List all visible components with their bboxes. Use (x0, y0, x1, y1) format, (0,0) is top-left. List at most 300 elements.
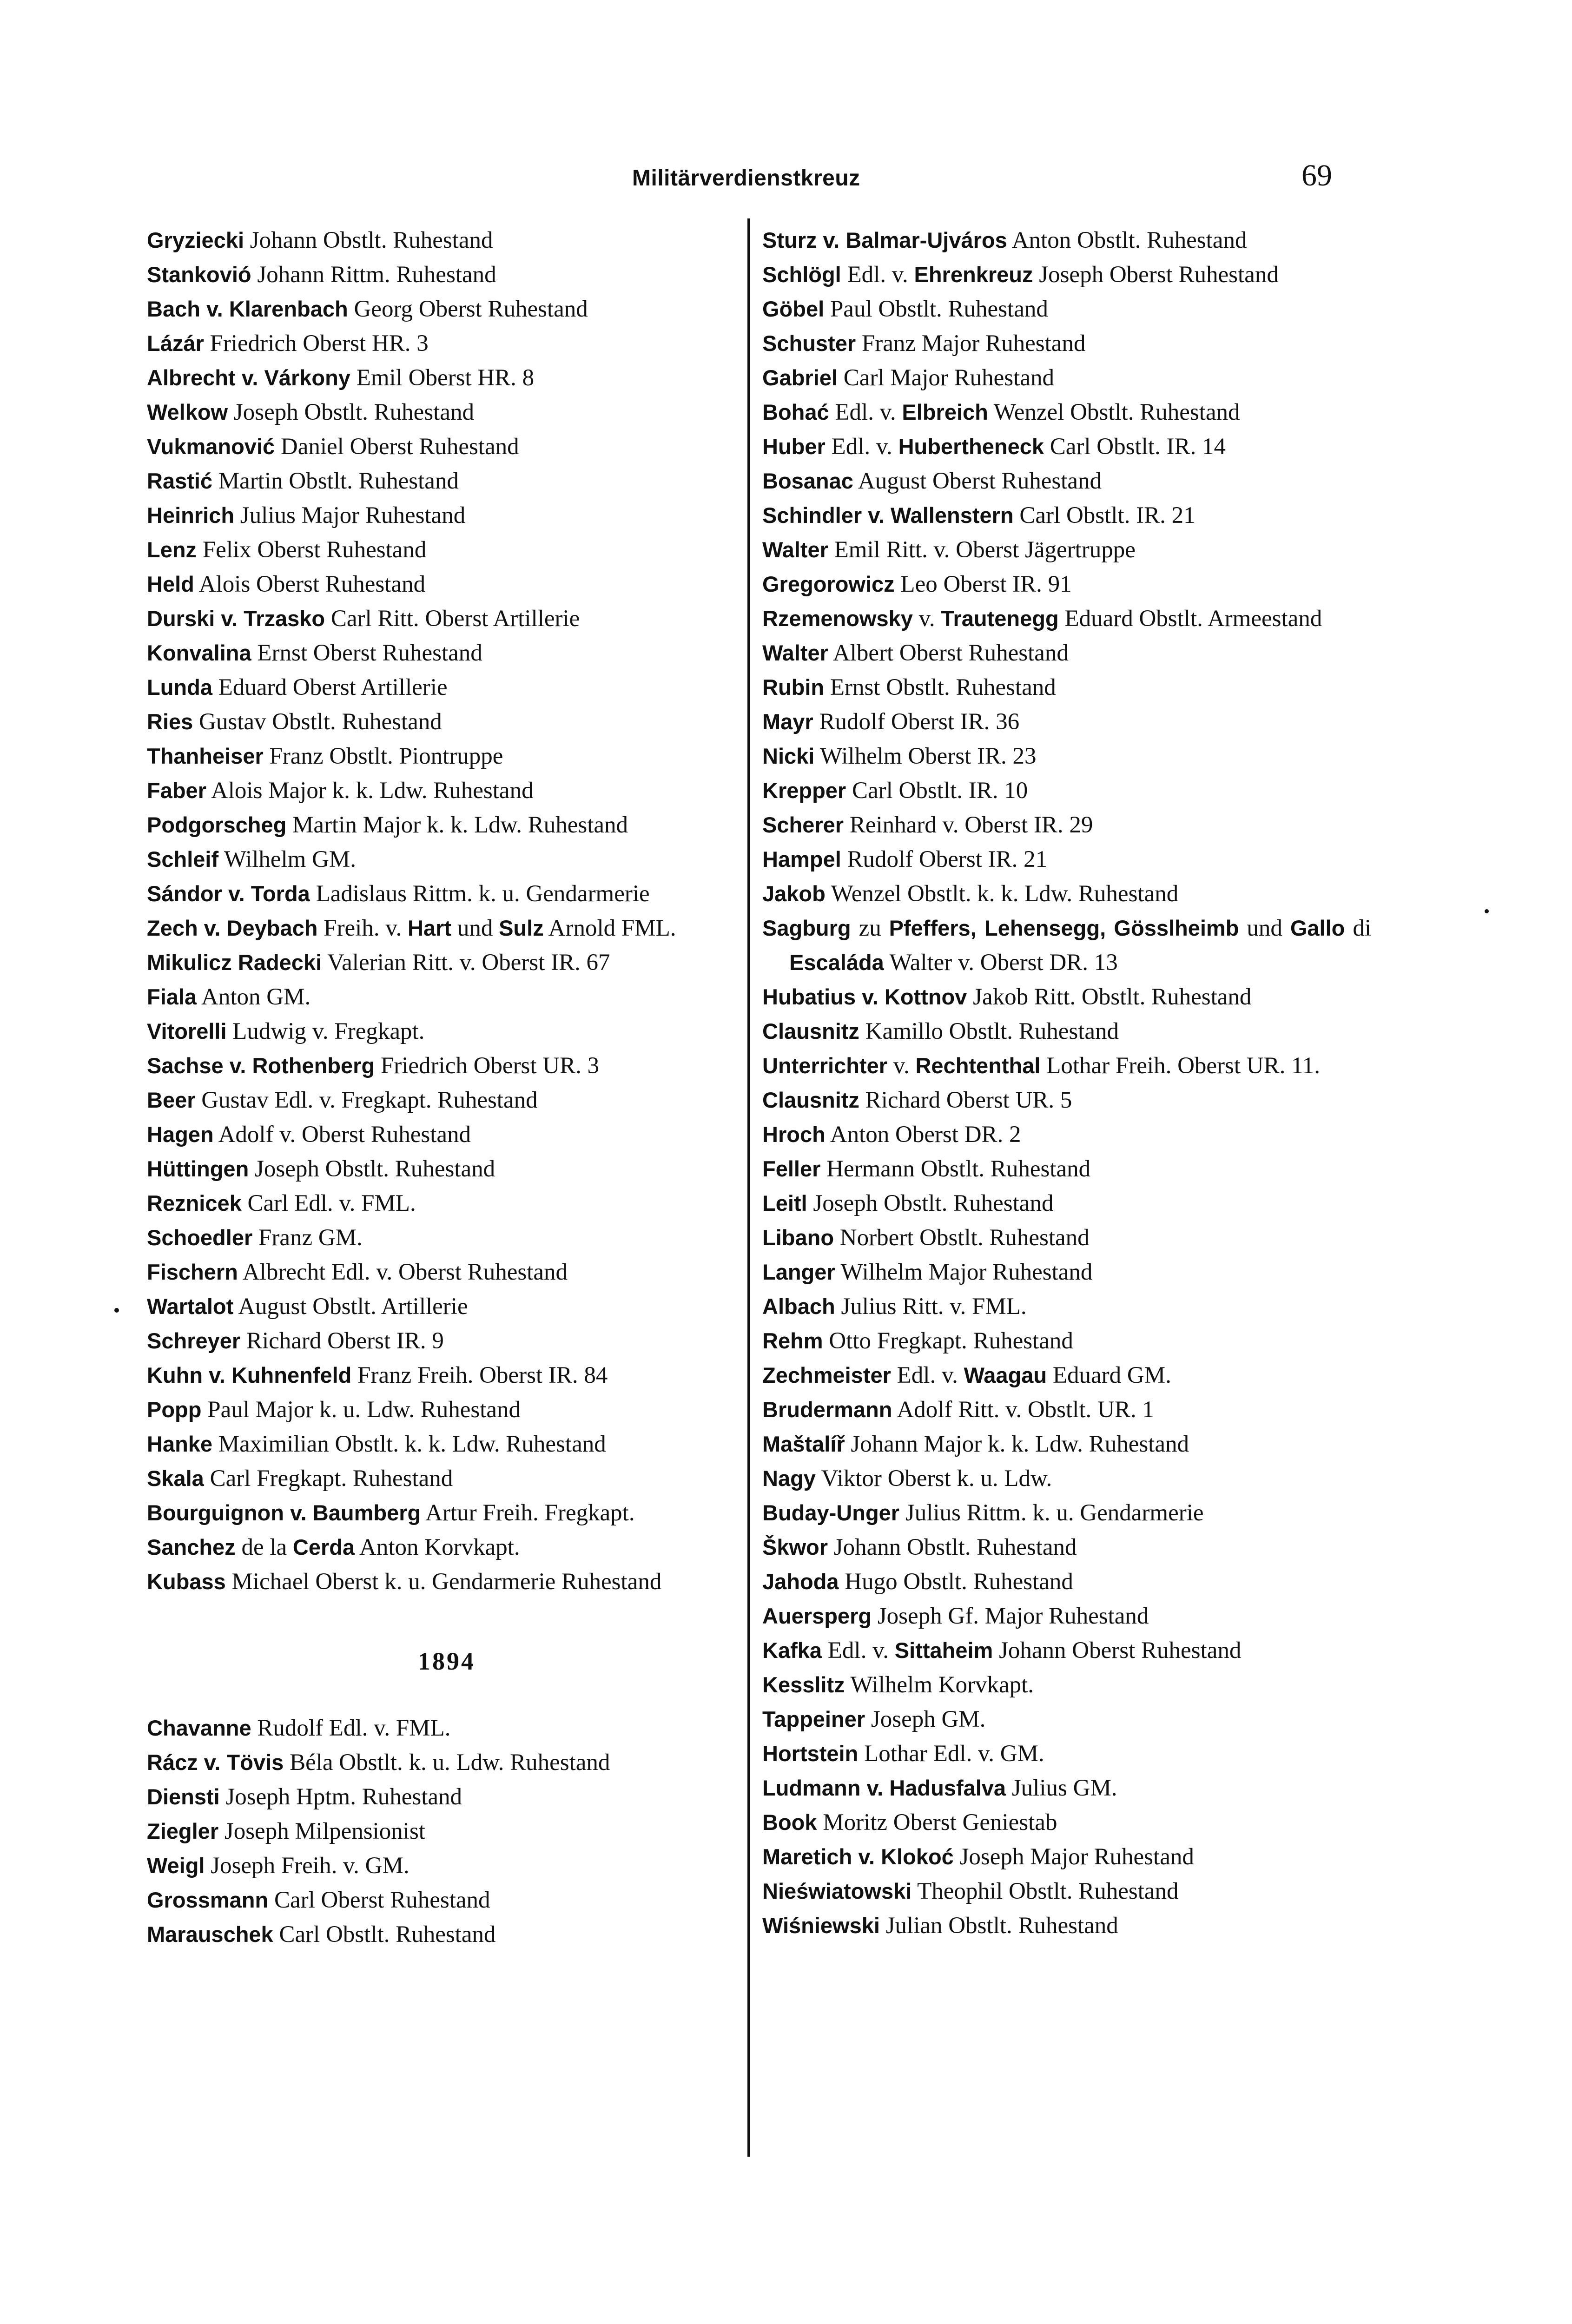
list-item (147, 1814, 746, 1849)
list-item (762, 670, 1371, 705)
entry-details: Georg Oberst Ruhestand (348, 296, 588, 322)
entry-surname: Feller (762, 1156, 821, 1181)
entry-surname: Lázár (147, 331, 204, 356)
entry-details: Julius Rittm. k. u. Gendarmerie (899, 1500, 1204, 1526)
list-item (147, 464, 746, 498)
entry-surname: Sagburg (762, 916, 851, 940)
entry-surname: Schindler v. Wallenstern (762, 503, 1014, 528)
entry-surname: Marauschek (147, 1922, 273, 1947)
entry-details: Carl Edl. v. FML. (241, 1190, 416, 1216)
entry-details: Ludwig v. Fregkapt. (226, 1018, 425, 1044)
entry-surname: Buday-Unger (762, 1500, 900, 1525)
right-entry-list (762, 223, 1371, 1943)
list-item (147, 1049, 746, 1083)
list-item (147, 636, 746, 670)
list-item (147, 257, 746, 292)
entry-surname: Sachse v. Rothenberg (147, 1053, 375, 1078)
entry-details: Wilhelm Major Ruhestand (835, 1259, 1093, 1285)
entry-details: Julian Obstlt. Ruhestand (879, 1913, 1118, 1939)
entry-details: Daniel Oberst Ruhestand (275, 434, 519, 460)
entry-surname: Sulz (499, 916, 544, 940)
list-item (147, 1780, 746, 1814)
list-item (147, 1427, 746, 1461)
list-item (147, 911, 746, 945)
entry-surname: Schuster (762, 331, 856, 356)
list-item (147, 1152, 746, 1186)
list-item (762, 1324, 1371, 1358)
entry-surname: Hubertheneck (898, 434, 1044, 459)
list-item (762, 980, 1371, 1014)
entry-details: Adolf Ritt. v. Obstlt. UR. 1 (892, 1397, 1154, 1423)
entry-surname: Cerda (292, 1535, 355, 1559)
list-item (762, 1874, 1371, 1908)
entry-surname: Kuhn v. Kuhnenfeld (147, 1363, 352, 1387)
entry-details: Rudolf Oberst IR. 36 (813, 709, 1020, 735)
entry-surname: Mikulicz Radecki (147, 950, 322, 975)
list-item (147, 1255, 746, 1289)
entry-surname: Weigl (147, 1853, 205, 1878)
entry-details: Otto Fregkapt. Ruhestand (823, 1328, 1073, 1354)
list-item (147, 1186, 746, 1221)
entry-details: Gustav Obstlt. Ruhestand (193, 709, 442, 735)
entry-surname: Ehrenkreuz (914, 262, 1033, 287)
entry-details: Gustav Edl. v. Fregkapt. Ruhestand (195, 1087, 538, 1113)
entry-details: Carl Obstlt. Ruhestand (273, 1921, 496, 1948)
entry-details: Joseph Obstlt. Ruhestand (249, 1156, 495, 1182)
page-number: 69 (1301, 158, 1332, 192)
entry-details: Anton Obstlt. Ruhestand (1007, 227, 1247, 253)
entry-surname: Maštalíř (762, 1432, 845, 1456)
list-item (762, 1805, 1371, 1840)
entry-surname: Fischern (147, 1260, 238, 1284)
entry-details: Anton Oberst DR. 2 (825, 1122, 1021, 1148)
entry-details: Julius GM. (1006, 1775, 1117, 1801)
entry-surname: Beer (147, 1088, 196, 1112)
entry-details: Joseph Obstlt. Ruhestand (228, 399, 474, 425)
entry-details: Michael Oberst k. u. Gendarmerie Ruhestand (225, 1569, 662, 1595)
entry-details: Walter v. Oberst DR. 13 (884, 950, 1118, 976)
entry-surname: Rácz v. Tövis (147, 1750, 284, 1775)
entry-details: Valerian Ritt. v. Oberst IR. 67 (322, 950, 610, 976)
entry-surname: Pfeffers, Lehensegg, Gösslheimb (889, 916, 1239, 940)
entry-details: Paul Major k. u. Ldw. Ruhestand (201, 1397, 521, 1423)
entry-surname: Brudermann (762, 1397, 892, 1422)
list-item (147, 1496, 746, 1530)
entry-surname: Bohać (762, 400, 829, 424)
entry-surname: Lenz (147, 537, 197, 562)
list-item (147, 1917, 746, 1952)
entry-surname: Trautenegg (941, 606, 1059, 631)
entry-details: Alois Oberst Ruhestand (194, 571, 426, 597)
list-item (762, 1461, 1371, 1496)
entry-details: Adolf v. Oberst Ruhestand (213, 1122, 471, 1148)
list-item (762, 808, 1371, 842)
entry-surname: Rastić (147, 469, 213, 493)
entry-details: Rudolf Oberst IR. 21 (841, 846, 1048, 872)
entry-details: Joseph Hptm. Ruhestand (219, 1784, 462, 1810)
entry-details: Carl Obstlt. IR. 14 (1044, 434, 1226, 460)
list-item (762, 1186, 1371, 1221)
list-item (762, 1771, 1371, 1805)
entry-details: Emil Oberst HR. 8 (350, 365, 535, 391)
entry-details: Johann Obstlt. Ruhestand (828, 1534, 1077, 1560)
entry-surname: Unterrichter (762, 1053, 888, 1078)
entry-surname: Rzemenowsky (762, 606, 913, 631)
entry-surname: Albach (762, 1294, 835, 1319)
list-item (147, 223, 746, 257)
entry-surname: Skala (147, 1466, 204, 1491)
entry-details: di (1345, 915, 1371, 941)
list-item (147, 292, 746, 326)
entry-surname: Auersperg (762, 1604, 872, 1628)
entry-details: Hermann Obstlt. Ruhestand (820, 1156, 1091, 1182)
entry-details: Moritz Oberst Geniestab (817, 1809, 1057, 1835)
list-item (762, 498, 1371, 533)
list-item (762, 1117, 1371, 1152)
entry-details: Ladislaus Rittm. k. u. Gendarmerie (310, 881, 650, 907)
entry-surname: Krepper (762, 778, 846, 803)
entry-details: Kamillo Obstlt. Ruhestand (859, 1018, 1119, 1044)
entry-surname: Rechtenthal (915, 1053, 1041, 1078)
left-entry-list-1894 (147, 1711, 746, 1952)
list-item (762, 1530, 1371, 1565)
entry-surname: Hroch (762, 1122, 826, 1147)
list-item (762, 464, 1371, 498)
entry-details: Edl. v. (829, 399, 902, 425)
entry-details: August Oberst Ruhestand (853, 468, 1102, 494)
list-item (147, 1083, 746, 1117)
entry-details: v. (887, 1053, 916, 1079)
entry-details: Friedrich Oberst HR. 3 (204, 330, 429, 357)
entry-surname: Hüttingen (147, 1156, 249, 1181)
entry-surname: Faber (147, 778, 206, 803)
list-item (762, 567, 1371, 601)
entry-surname: Sittaheim (894, 1638, 993, 1663)
list-item (147, 567, 746, 601)
entry-surname: Grossmann (147, 1888, 269, 1912)
entry-surname: Škwor (762, 1535, 828, 1559)
entry-details: und (451, 915, 499, 941)
entry-surname: Sándor v. Torda (147, 881, 310, 906)
list-item (762, 223, 1371, 257)
entry-surname: Maretich v. Klokoć (762, 1844, 954, 1869)
entry-surname: Ziegler (147, 1819, 219, 1843)
list-item (762, 1393, 1371, 1427)
entry-details: Franz Freih. Oberst IR. 84 (351, 1362, 608, 1388)
entry-surname: Tappeiner (762, 1707, 865, 1731)
list-item (147, 945, 746, 980)
list-item (147, 773, 746, 808)
entry-surname: Langer (762, 1260, 835, 1284)
list-item (762, 292, 1371, 326)
entry-surname: Sanchez (147, 1535, 236, 1559)
entry-details: Artur Freih. Fregkapt. (421, 1500, 635, 1526)
entry-details: Wilhelm GM. (218, 846, 357, 872)
list-item (762, 1049, 1371, 1083)
list-item (147, 1530, 746, 1565)
entry-details: Lothar Edl. v. GM. (858, 1741, 1044, 1767)
entry-surname: Chavanne (147, 1716, 251, 1740)
entry-details: Johann Major k. k. Ldw. Ruhestand (845, 1431, 1189, 1457)
entry-details: Joseph Major Ruhestand (953, 1844, 1194, 1870)
entry-surname: Ries (147, 709, 193, 734)
entry-surname: Hart (408, 916, 452, 940)
entry-details: Albrecht Edl. v. Oberst Ruhestand (238, 1259, 568, 1285)
entry-details: Johann Rittm. Ruhestand (251, 262, 496, 288)
entry-surname: Durski v. Trzasko (147, 606, 325, 631)
list-item (762, 1358, 1371, 1393)
print-speck (114, 1308, 119, 1313)
entry-surname: Hampel (762, 847, 841, 872)
list-item (147, 1014, 746, 1049)
list-item (147, 1221, 746, 1255)
list-item (762, 326, 1371, 361)
list-item (762, 1599, 1371, 1633)
right-column (762, 223, 1371, 1943)
entry-details: Lothar Freih. Oberst UR. 11. (1040, 1053, 1320, 1079)
entry-surname: Walter (762, 537, 828, 562)
list-item (147, 842, 746, 877)
entry-details: Theophil Obstlt. Ruhestand (911, 1878, 1179, 1904)
entry-details: Carl Oberst Ruhestand (268, 1887, 490, 1913)
list-item (147, 1745, 746, 1780)
entry-details: Wilhelm Oberst IR. 23 (814, 743, 1037, 769)
entry-details: Julius Ritt. v. FML. (835, 1294, 1027, 1320)
list-item (147, 429, 746, 464)
entry-details: Alois Major k. k. Ldw. Ruhestand (206, 778, 534, 804)
entry-surname: Schlögl (762, 262, 841, 287)
list-item (147, 1324, 746, 1358)
entry-surname: Zechmeister (762, 1363, 891, 1387)
list-item (762, 429, 1371, 464)
left-entry-list (147, 223, 746, 1599)
entry-surname: Schoedler (147, 1225, 253, 1250)
entry-details: Joseph Gf. Major Ruhestand (872, 1603, 1149, 1629)
entry-surname: Welkow (147, 400, 228, 424)
entry-surname: Elbreich (902, 400, 988, 424)
list-item (147, 705, 746, 739)
entry-details: Anton GM. (197, 984, 311, 1010)
entry-surname: Bourguignon v. Baumberg (147, 1500, 421, 1525)
list-item (147, 670, 746, 705)
entry-surname: Hanke (147, 1432, 213, 1456)
entry-details: Jakob Ritt. Obstlt. Ruhestand (967, 984, 1252, 1010)
entry-details: und (1239, 915, 1290, 941)
entry-surname: Stankovió (147, 262, 251, 287)
list-item (762, 1014, 1371, 1049)
entry-surname: Konvalina (147, 640, 251, 665)
entry-details: Wilhelm Korvkapt. (845, 1672, 1034, 1698)
entry-surname: Nagy (762, 1466, 816, 1491)
entry-details: Edl. v. (822, 1637, 895, 1664)
entry-surname: Hortstein (762, 1741, 859, 1766)
list-item (762, 1668, 1371, 1702)
list-item (147, 1461, 746, 1496)
list-item (762, 1840, 1371, 1874)
entry-details: Maximilian Obstlt. k. k. Ldw. Ruhestand (212, 1431, 606, 1457)
list-item (147, 808, 746, 842)
entry-details: Johann Oberst Ruhestand (993, 1637, 1242, 1664)
list-item (762, 1083, 1371, 1117)
year-heading: 1894 (418, 1647, 476, 1675)
list-item (147, 498, 746, 533)
entry-surname: Vitorelli (147, 1019, 227, 1043)
entry-details: Paul Obstlt. Ruhestand (824, 296, 1048, 322)
list-item (762, 636, 1371, 670)
entry-surname: Heinrich (147, 503, 235, 528)
list-item (147, 1393, 746, 1427)
list-item (762, 395, 1371, 429)
entry-details: Carl Fregkapt. Ruhestand (204, 1466, 453, 1492)
list-item (147, 361, 746, 395)
list-item (762, 1152, 1371, 1186)
entry-surname: Nieświatowski (762, 1879, 912, 1903)
list-item (762, 1255, 1371, 1289)
entry-surname: Gabriel (762, 365, 838, 390)
entry-details: Carl Obstlt. IR. 21 (1013, 502, 1196, 528)
list-item (762, 739, 1371, 773)
entry-details: Wenzel Obstlt. k. k. Ldw. Ruhestand (825, 881, 1179, 907)
entry-details: Martin Major k. k. Ldw. Ruhestand (286, 812, 628, 838)
entry-details: Emil Ritt. v. Oberst Jägertruppe (828, 537, 1136, 563)
list-item (762, 1496, 1371, 1530)
entry-details: Carl Obstlt. IR. 10 (846, 778, 1028, 804)
entry-surname: Kesslitz (762, 1672, 845, 1697)
list-item (147, 533, 746, 567)
entry-surname: Ludmann v. Hadusfalva (762, 1776, 1006, 1800)
list-item (147, 601, 746, 636)
entry-surname: Huber (762, 434, 826, 459)
entry-surname: Reznicek (147, 1191, 242, 1215)
entry-surname: Gallo (1290, 916, 1345, 940)
entry-surname: Thanheiser (147, 744, 264, 768)
entry-surname: Podgorscheg (147, 812, 287, 837)
entry-details: de la (235, 1534, 293, 1560)
entry-surname: Bosanac (762, 469, 853, 493)
list-item (762, 705, 1371, 739)
entry-surname: Jahoda (762, 1569, 839, 1594)
list-item (762, 1633, 1371, 1668)
entry-details: Friedrich Oberst UR. 3 (375, 1053, 600, 1079)
entry-details: Edl. v. (891, 1362, 964, 1388)
list-item (147, 1849, 746, 1883)
entry-surname: Walter (762, 640, 828, 665)
entry-details: Ernst Obstlt. Ruhestand (824, 674, 1056, 700)
entry-details: Franz Obstlt. Piontruppe (263, 743, 503, 769)
entry-surname: Gregorowicz (762, 572, 895, 596)
entry-details: Rudolf Edl. v. FML. (251, 1715, 451, 1741)
entry-details: Johann Obstlt. Ruhestand (244, 227, 493, 253)
entry-details: Eduard Oberst Artillerie (212, 674, 448, 700)
entry-details: August Obstlt. Artillerie (233, 1294, 468, 1320)
list-item (762, 533, 1371, 567)
entry-details: Viktor Oberst k. u. Ldw. (815, 1466, 1052, 1492)
entry-surname: Rubin (762, 675, 825, 700)
list-item (762, 877, 1371, 911)
list-item (762, 911, 1371, 980)
list-item (147, 1358, 746, 1393)
page-header (0, 158, 1572, 205)
entry-surname: Kafka (762, 1638, 822, 1663)
list-item (762, 1736, 1371, 1771)
entry-surname: Popp (147, 1397, 202, 1422)
entry-details: Franz Major Ruhestand (856, 330, 1086, 357)
entry-surname: Leitl (762, 1191, 807, 1215)
column-divider (747, 218, 750, 2157)
list-item (762, 842, 1371, 877)
entry-surname: Gryziecki (147, 228, 244, 252)
entry-surname: Scherer (762, 812, 844, 837)
entry-details: Joseph Oberst Ruhestand (1033, 262, 1279, 288)
entry-surname: Lunda (147, 675, 212, 700)
entry-surname: Fiala (147, 984, 197, 1009)
entry-details: zu (851, 915, 889, 941)
entry-details: Ernst Oberst Ruhestand (251, 640, 482, 666)
entry-surname: Book (762, 1810, 817, 1835)
list-item (762, 1289, 1371, 1324)
entry-details: Reinhard v. Oberst IR. 29 (844, 812, 1093, 838)
entry-surname: Jakob (762, 881, 826, 906)
list-item (762, 1908, 1371, 1943)
entry-surname: Hagen (147, 1122, 214, 1147)
entry-surname: Waagau (964, 1363, 1047, 1387)
list-item (147, 1565, 746, 1599)
entry-details: Wenzel Obstlt. Ruhestand (988, 399, 1240, 425)
entry-details: Arnold FML. (543, 915, 676, 941)
list-item (762, 773, 1371, 808)
entry-surname: Zech v. Deybach (147, 916, 318, 940)
entry-details: Joseph Freih. v. GM. (205, 1853, 410, 1879)
list-item (762, 361, 1371, 395)
list-item (147, 1883, 746, 1917)
list-item (147, 1711, 746, 1745)
entry-details: Edl. v. (825, 434, 898, 460)
list-item (147, 1117, 746, 1152)
entry-details: Richard Oberst UR. 5 (859, 1087, 1072, 1113)
list-item (762, 1565, 1371, 1599)
left-column (147, 223, 746, 1952)
entry-surname: Held (147, 572, 194, 596)
entry-details: Franz GM. (252, 1225, 363, 1251)
entry-surname: Libano (762, 1225, 834, 1250)
print-speck (1485, 909, 1489, 913)
entry-surname: Albrecht v. Várkony (147, 365, 350, 390)
list-item (147, 980, 746, 1014)
entry-surname: Bach v. Klarenbach (147, 297, 348, 321)
entry-surname: Mayr (762, 709, 813, 734)
list-item (762, 601, 1371, 636)
entry-surname: Schreyer (147, 1328, 241, 1353)
entry-details: Anton Korvkapt. (355, 1534, 520, 1560)
entry-surname: Hubatius v. Kottnov (762, 984, 967, 1009)
running-title: Militärverdienstkreuz (632, 166, 860, 191)
list-item (147, 739, 746, 773)
entry-details: Julius Major Ruhestand (234, 502, 466, 528)
entry-details: Béla Obstlt. k. u. Ldw. Ruhestand (284, 1750, 610, 1776)
entry-details: Freih. v. (317, 915, 408, 941)
entry-details: Edl. v. (841, 262, 914, 288)
entry-details: Eduard GM. (1047, 1362, 1171, 1388)
entry-surname: Wiśniewski (762, 1913, 880, 1938)
entry-details: Leo Oberst IR. 91 (894, 571, 1072, 597)
entry-surname: Sturz v. Balmar-Ujváros (762, 228, 1007, 252)
entry-details: Felix Oberst Ruhestand (197, 537, 427, 563)
list-item (762, 1427, 1371, 1461)
list-item (147, 395, 746, 429)
entry-surname: Clausnitz (762, 1088, 859, 1112)
entry-details: Carl Ritt. Oberst Artillerie (325, 606, 580, 632)
entry-surname: Nicki (762, 744, 815, 768)
